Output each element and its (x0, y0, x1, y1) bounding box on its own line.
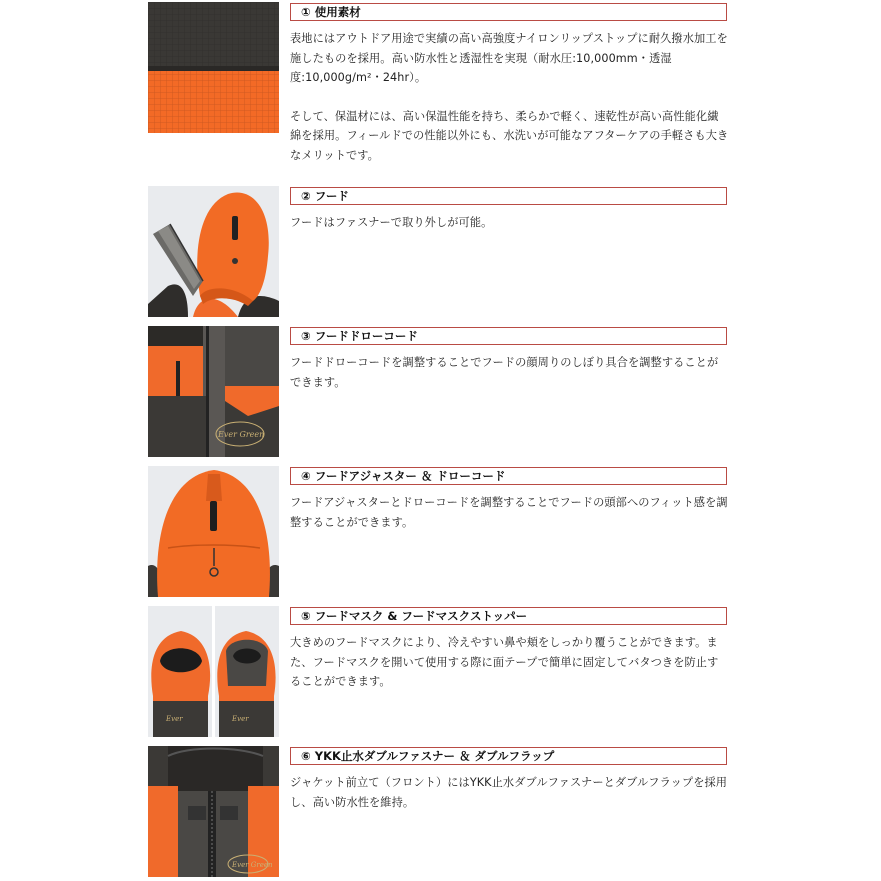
feature-description (290, 353, 729, 392)
feature-text: フードドローコードを調整することでフードの顔周りのしぼり具合を調整することができます。 (290, 356, 719, 389)
drawcord-image (148, 326, 279, 457)
feature-heading: ③ フードドローコード (290, 327, 727, 345)
feature-heading: ⑥ YKK止水ダブルファスナー ＆ ダブルフラップ (290, 747, 727, 765)
feature-heading: ② フード (290, 187, 727, 205)
svg-text:Ever Green: Ever Green (232, 861, 273, 869)
feature-heading: ⑤ フードマスク & フードマスクストッパー (290, 607, 727, 625)
feature-text: 大きめのフードマスクにより、冷えやすい鼻や頬をしっかり覆うことができます。また、フードマスクを開いて使用する際に面テープで簡単に固定してバタつきを防止することができます。 (290, 636, 719, 688)
feature-description (290, 29, 729, 165)
svg-text:Ever: Ever (232, 715, 249, 723)
feature-description (290, 493, 729, 532)
hood-image (148, 186, 279, 317)
feature-hood (148, 186, 729, 317)
feature-text: そして、保温材には、高い保温性能を持ち、柔らかで軽く、速乾性が高い高性能化繊綿を採用。フィールドでの性能以外にも、水洗いが可能なアフターケアの手軽さも大きなメリットです。 (290, 109, 729, 162)
feature-hood-adjuster (148, 466, 729, 597)
feature-description (290, 633, 729, 692)
feature-text: ジャケット前立て（フロント）にはYKK止水ダブルファスナーとダブルフラップを採用し、高い防水性を維持。 (290, 776, 728, 809)
logo-text: Ever Green (218, 430, 265, 439)
zipper-image (148, 746, 279, 877)
fabric-swatch-image (148, 2, 279, 133)
feature-material (148, 2, 729, 162)
feature-heading: ① 使用素材 (290, 3, 727, 21)
svg-text:Ever: Ever (166, 715, 183, 723)
feature-description (290, 773, 729, 812)
feature-double-zipper (148, 746, 729, 877)
feature-text: フードアジャスターとドローコードを調整することでフードの頭部へのフィット感を調整することができます。 (290, 496, 728, 529)
feature-text: 表地にはアウトドア用途で実績の高い高強度ナイロンリップストップに耐久撥水加工を施したものを採用。高い防水性と透湿性を実現（耐水圧:10,000mm・透湿度:10,000g/m²・24hr）。 (290, 32, 728, 84)
adjuster-image (148, 466, 279, 597)
feature-text: フードはファスナーで取り外しが可能。 (290, 216, 493, 229)
mask-image (148, 606, 279, 737)
feature-description (290, 213, 729, 233)
feature-hood-mask (148, 606, 729, 737)
feature-hood-drawcord (148, 326, 729, 457)
feature-heading: ④ フードアジャスター ＆ ドローコード (290, 467, 727, 485)
